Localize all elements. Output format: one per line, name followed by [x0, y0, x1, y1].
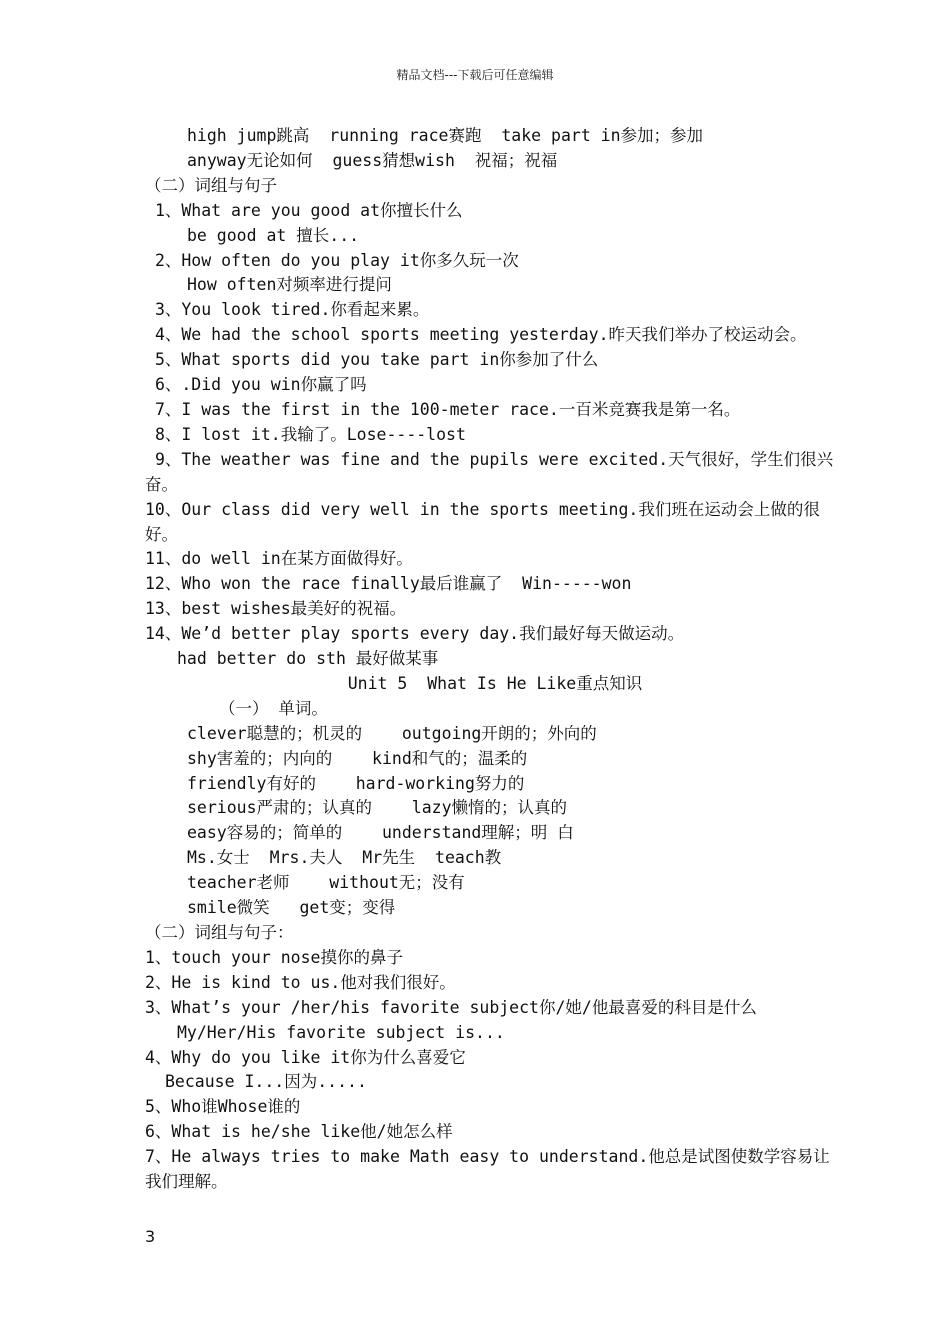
text-line: How often对频率进行提问: [187, 275, 392, 295]
text-line: smile微笑 get变；变得: [187, 898, 396, 918]
text-line: Unit 5 What Is He Like重点知识: [347, 673, 643, 693]
text-line: 7、He always tries to make Math easy to understand.他总是试图使数学容易让我们理解。: [145, 1147, 830, 1192]
text-line: 5、What sports did you take part in你参加了什么: [145, 350, 599, 370]
text-line: be good at 擅长...: [187, 225, 360, 245]
text-line: friendly有好的 hard-working努力的: [187, 773, 525, 793]
text-line: 14、We’d better play sports every day.我们最好每天做运动。: [145, 624, 685, 644]
text-line: Ms.女士 Mrs.夫人 Mr先生 teach教: [187, 848, 502, 868]
text-line: easy容易的；简单的 understand理解；明 白: [187, 823, 574, 843]
text-line: 2、He is kind to us.他对我们很好。: [145, 972, 456, 992]
text-line: had better do sth 最好做某事: [177, 649, 439, 669]
text-line: shy害羞的；内向的 kind和气的；温柔的: [187, 748, 528, 768]
text-line: 11、do well in在某方面做得好。: [145, 549, 413, 569]
text-line: （二）词组与句子: [145, 175, 277, 195]
page-number: 3: [145, 1227, 156, 1246]
text-line: serious严肃的；认真的 lazy懒惰的；认真的: [187, 798, 568, 818]
text-line: 6、.Did you win你赢了吗: [145, 375, 367, 395]
document-body: [145, 124, 845, 1195]
text-line: 2、How often do you play it你多久玩一次: [145, 250, 519, 270]
text-line: 5、Who谁Whose谁的: [145, 1097, 301, 1117]
text-line: 4、Why do you like it你为什么喜爱它: [145, 1047, 466, 1067]
text-line: 3、What’s your /her/his favorite subject你/她/他最喜爱的科目是什么: [145, 997, 757, 1017]
text-line: clever聪慧的；机灵的 outgoing开朗的；外向的: [187, 723, 597, 743]
page-header: 精品文档---下载后可任意编辑: [396, 68, 554, 82]
text-line: My/Her/His favorite subject is...: [177, 1022, 505, 1042]
text-line: 9、The weather was fine and the pupils were excited.天气很好，学生们很兴奋。: [145, 449, 834, 494]
text-line: teacher老师 without无；没有: [187, 873, 465, 893]
text-line: anyway无论如何 guess猜想wish 祝福；祝福: [187, 150, 558, 170]
text-line: 6、What is he/she like他/她怎么样: [145, 1122, 453, 1142]
text-line: 10、Our class did very well in the sports meeting.我们班在运动会上做的很好。: [145, 499, 820, 544]
text-line: 13、best wishes最美好的祝福。: [145, 599, 407, 619]
text-line: high jump跳高 running race赛跑 take part in参加；参加: [187, 126, 704, 145]
text-line: （一） 单词。: [219, 698, 328, 718]
text-line: 3、You look tired.你看起来累。: [145, 300, 430, 320]
text-line: 1、touch your nose摸你的鼻子: [145, 947, 403, 967]
text-line: Because I...因为.....: [165, 1072, 367, 1092]
text-line: （二）词组与句子：: [145, 923, 294, 942]
text-line: 4、We had the school sports meeting yesterday.昨天我们举办了校运动会。: [145, 325, 807, 345]
text-line: 7、I was the first in the 100-meter race.一百米竞赛我是第一名。: [145, 399, 741, 419]
text-line: 1、What are you good at你擅长什么: [145, 200, 463, 220]
text-line: 12、Who won the race finally最后谁赢了 Win-----won: [145, 574, 632, 594]
text-line: 8、I lost it.我输了。Lose----lost: [145, 424, 466, 444]
